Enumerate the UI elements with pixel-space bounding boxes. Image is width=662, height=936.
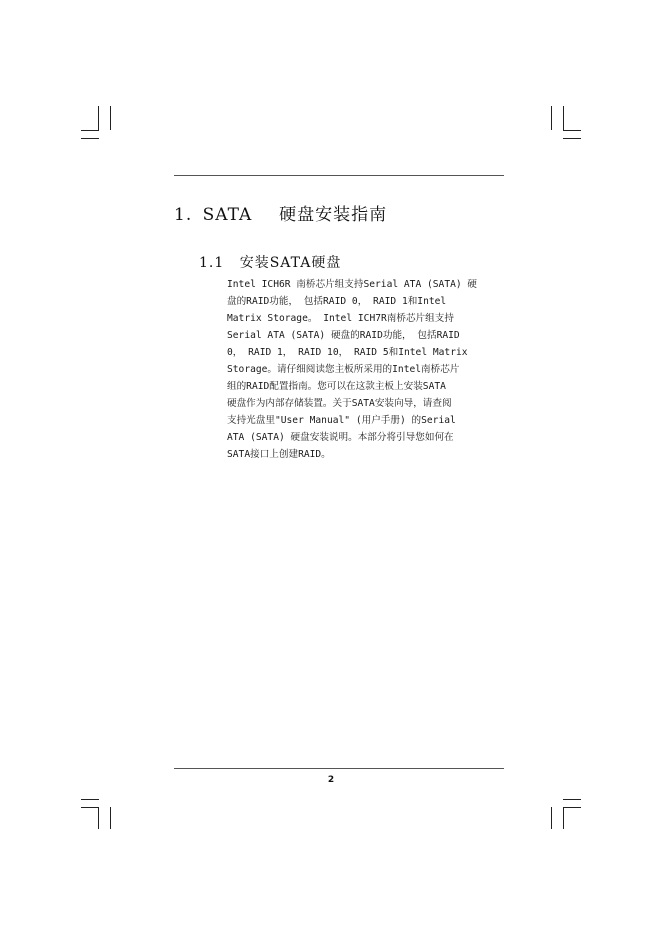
crop-mark	[81, 138, 99, 139]
paragraph-line: ATA (SATA) 硬盘安装说明。本部分将引导您如何在	[227, 432, 454, 443]
page-number: 2	[327, 775, 335, 785]
subsection-number: 1.1	[199, 255, 225, 271]
section-label: SATA	[202, 205, 253, 225]
crop-mark	[563, 138, 581, 139]
subsection-heading: 安装SATA硬盘	[239, 255, 342, 271]
section-number: 1.	[174, 205, 193, 225]
body-paragraph	[227, 276, 505, 463]
footer-rule	[174, 768, 504, 769]
paragraph-line: 盘的RAID功能， 包括RAID 0， RAID 1和Intel	[227, 296, 447, 307]
crop-mark	[563, 807, 564, 829]
subsection-title	[199, 252, 341, 272]
paragraph-line: 组的RAID配置指南。您可以在这款主板上安装SATA	[227, 381, 446, 392]
crop-mark	[551, 106, 552, 130]
crop-mark	[98, 106, 99, 130]
crop-mark	[98, 807, 99, 829]
paragraph-line: Intel ICH6R 南桥芯片组支持Serial ATA (SATA) 硬	[227, 279, 478, 290]
crop-mark	[81, 130, 99, 131]
paragraph-line: Matrix Storage。 Intel ICH7R南桥芯片组支持	[227, 313, 454, 324]
crop-mark	[81, 807, 99, 808]
crop-mark	[551, 807, 552, 829]
crop-mark	[110, 807, 111, 829]
crop-mark	[563, 130, 581, 131]
paragraph-line: 0， RAID 1， RAID 10， RAID 5和Intel Matrix	[227, 347, 468, 358]
paragraph-line: SATA接口上创建RAID。	[227, 449, 331, 460]
paragraph-line: 支持光盘里"User Manual" (用户手册) 的Serial	[227, 415, 456, 426]
crop-mark	[110, 106, 111, 130]
paragraph-line: Storage。请仔细阅读您主板所采用的Intel南桥芯片	[227, 364, 460, 375]
section-title	[174, 200, 387, 225]
crop-mark	[81, 799, 99, 800]
crop-mark	[563, 807, 581, 808]
section-heading: 硬盘安装指南	[279, 205, 388, 225]
paragraph-line: 硬盘作为内部存储装置。关于SATA安装向导，请查阅	[227, 398, 452, 409]
header-rule	[174, 175, 504, 176]
crop-mark	[563, 106, 564, 130]
paragraph-line: Serial ATA (SATA) 硬盘的RAID功能， 包括RAID	[227, 330, 460, 341]
crop-mark	[563, 799, 581, 800]
